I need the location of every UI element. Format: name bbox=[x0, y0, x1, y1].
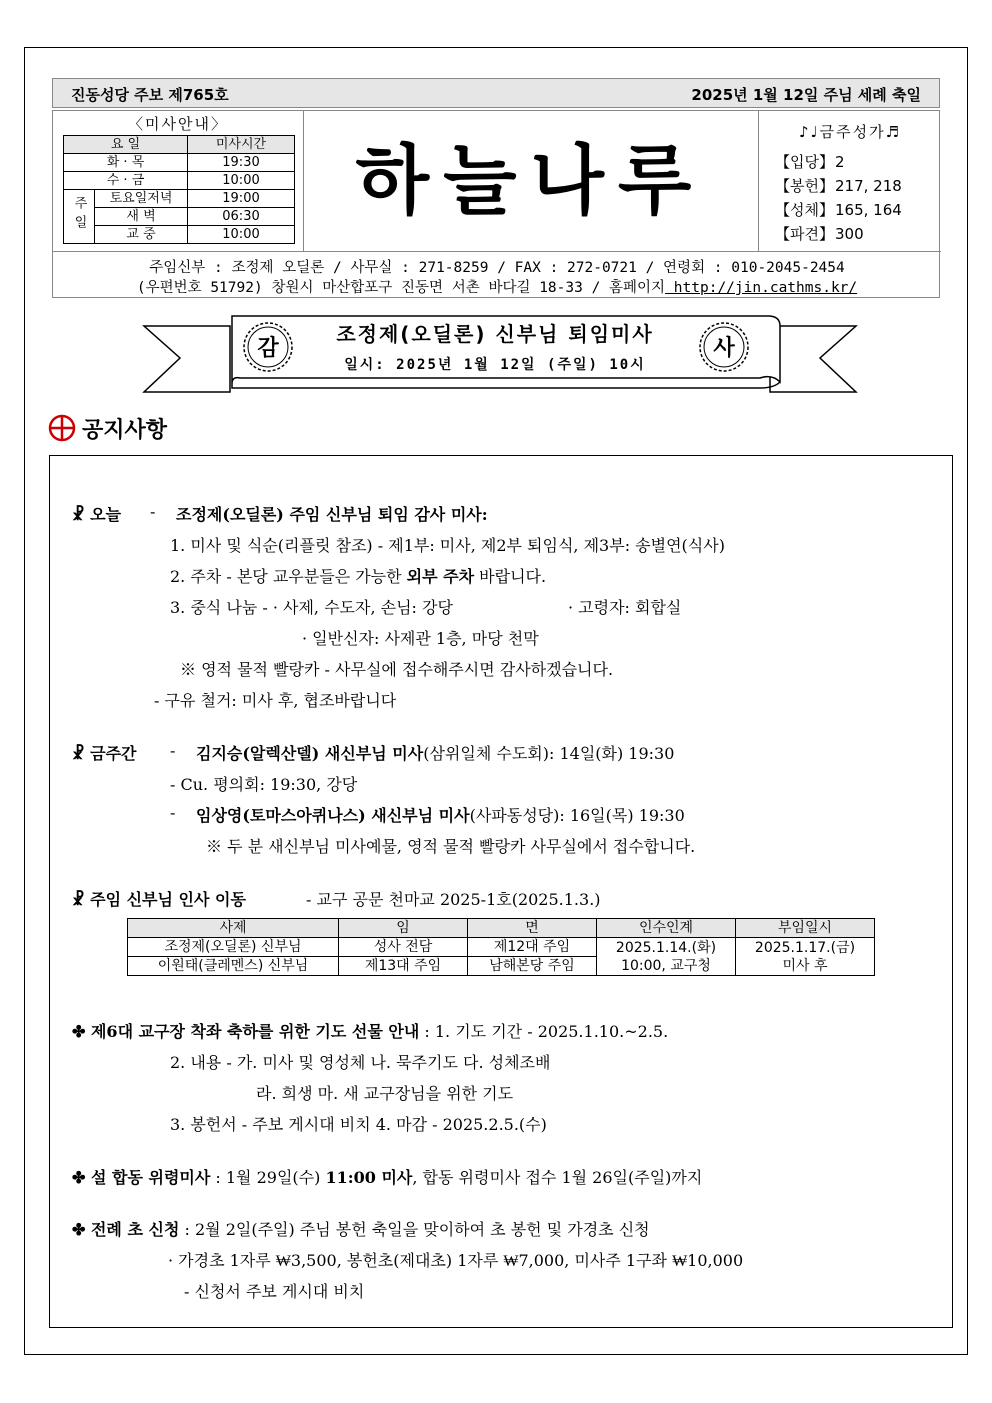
transfer-cell: 제13대 주임 bbox=[339, 957, 468, 976]
today-dash: - bbox=[150, 502, 156, 521]
prayer-item: 라. 희생 마. 새 교구장님을 위한 기도 bbox=[256, 1084, 514, 1103]
transfer-header: 사제 bbox=[128, 919, 339, 938]
week-dash: - bbox=[170, 741, 176, 760]
hymn-item: 【파견】300 bbox=[775, 225, 864, 243]
transfer-cell: 이원태(클레멘스) 신부님 bbox=[128, 957, 339, 976]
today-label: ☧ 오늘 bbox=[72, 505, 122, 524]
today-title: 조정제(오딜론) 주임 신부님 퇴임 감사 미사: bbox=[176, 505, 488, 524]
mass-schedule-title: 〈미사안내〉 bbox=[128, 115, 228, 133]
transfer-cell: 조정제(오딜론) 신부님 bbox=[128, 938, 339, 957]
prayer-item: 2. 내용 - 가. 미사 및 영성체 나. 묵주기도 다. 성체조배 bbox=[170, 1053, 551, 1072]
transfer-header: 부임일시 bbox=[736, 919, 875, 938]
mass-day: 수 · 금 bbox=[64, 172, 188, 190]
col-time: 미사시간 bbox=[188, 136, 295, 154]
transfer-cell: 남해본당 주임 bbox=[468, 957, 597, 976]
today-item: · 일반신자: 사제관 1층, 마당 천막 bbox=[302, 629, 539, 648]
mass-day: 화 · 목 bbox=[64, 154, 188, 172]
masthead bbox=[52, 110, 940, 298]
transfer-header: 임 bbox=[339, 919, 468, 938]
prayer-item: 3. 봉헌서 - 주보 게시대 비치 4. 마감 - 2025.2.5.(수) bbox=[170, 1115, 547, 1134]
bulletin-issue: 진동성당 주보 제765호 bbox=[71, 86, 229, 104]
mass-time: 06:30 bbox=[188, 208, 295, 226]
hymn-item: 【입당】2 bbox=[775, 153, 845, 171]
transfer-table bbox=[127, 918, 875, 976]
week-label: ☧ 금주간 bbox=[72, 744, 137, 763]
week-note: ※ 두 분 새신부님 미사예물, 영적 물적 빨랑카 사무실에서 접수합니다. bbox=[206, 837, 696, 856]
transfer-header: 면 bbox=[468, 919, 597, 938]
today-item: 3. 중식 나눔 - · 사제, 수도자, 손님: 강당 bbox=[170, 598, 453, 617]
candle-item: · 가경초 1자루 ₩3,500, 봉헌초(제대초) 1자루 ₩7,000, 미사주 1구좌 ₩10,000 bbox=[168, 1251, 744, 1270]
banner-seal-left: 감 bbox=[257, 336, 279, 361]
transfer-cell: 성사 전담 bbox=[339, 938, 468, 957]
bulletin-date: 2025년 1월 12일 주님 세례 축일 bbox=[691, 86, 921, 104]
transfer-header: 인수인계 bbox=[597, 919, 736, 938]
today-item: 2. 주차 - 본당 교우분들은 가능한 외부 주차 바랍니다. bbox=[170, 567, 547, 586]
homepage-link[interactable]: http://jin.cathms.kr/ bbox=[665, 280, 858, 296]
week-item: 김지승(알렉산델) 새신부님 미사(삼위일체 수도회): 14일(화) 19:30 bbox=[196, 744, 675, 763]
bulletin-header bbox=[52, 78, 940, 108]
banner-date: 일시: 2025년 1월 12일 (주일) 10시 bbox=[344, 357, 646, 373]
candle-notice: ✤ 전례 초 신청 : 2월 2일(주일) 주님 봉헌 축일을 맞이하여 초 봉헌 및 가경초 신청 bbox=[72, 1220, 650, 1239]
parish-contact: 주임신부 : 조정제 오딜론 / 사무실 : 271-8259 / FAX : 272-0721 / 연령회 : 010-2045-2454 bbox=[149, 260, 845, 276]
mass-day: 토요일저녁 bbox=[95, 190, 188, 208]
week-item: - Cu. 평의회: 19:30, 강당 bbox=[170, 775, 358, 794]
sunday-label: 주일 bbox=[64, 190, 95, 244]
transfer-note: - 교구 공문 천마교 2025-1호(2025.1.3.) bbox=[306, 890, 601, 909]
today-extra: - 구유 철거: 미사 후, 협조바랍니다 bbox=[154, 691, 397, 710]
mass-time: 10:00 bbox=[188, 172, 295, 190]
mass-schedule-table bbox=[63, 135, 295, 244]
week-dash: - bbox=[170, 803, 176, 822]
transfer-handover: 2025.1.14.(화) 10:00, 교구청 bbox=[597, 938, 736, 976]
notice-heading: 공지사항 bbox=[82, 418, 168, 443]
newyear-notice: ✤ 설 합동 위령미사 : 1월 29일(수) 11:00 미사, 합동 위령미사 접수 1월 26일(주일)까지 bbox=[72, 1168, 703, 1187]
transfer-label: ☧ 주임 신부님 인사 이동 bbox=[72, 890, 246, 909]
transfer-cell: 제12대 주임 bbox=[468, 938, 597, 957]
hymn-item: 【봉헌】217, 218 bbox=[775, 177, 902, 195]
mass-day: 교 중 bbox=[95, 226, 188, 244]
cross-circle-icon bbox=[48, 414, 76, 442]
bulletin-logo: 하늘나루 bbox=[355, 136, 706, 225]
banner-seal-right: 사 bbox=[713, 336, 735, 361]
today-item: · 고령자: 회합실 bbox=[568, 598, 682, 617]
parish-info bbox=[53, 251, 941, 299]
mass-time: 10:00 bbox=[188, 226, 295, 244]
transfer-arrival: 2025.1.17.(금) 미사 후 bbox=[736, 938, 875, 976]
banner-title: 조정제(오딜론) 신부님 퇴임미사 bbox=[336, 322, 654, 346]
prayer-notice: ✤ 제6대 교구장 착좌 축하를 위한 기도 선물 안내 : 1. 기도 기간 - 2025.1.10.~2.5. bbox=[72, 1022, 669, 1041]
col-day: 요 일 bbox=[64, 136, 188, 154]
mass-day: 새 벽 bbox=[95, 208, 188, 226]
parish-address: (우편번호 51792) 창원시 마산합포구 진동면 서촌 바다길 18-33 / 홈페이지 http://jin.cathms.kr/ bbox=[136, 280, 858, 296]
week-item: 임상영(토마스아퀴나스) 새신부님 미사(사파동성당): 16일(목) 19:30 bbox=[196, 806, 685, 825]
today-item: 1. 미사 및 식순(리플릿 참조) - 제1부: 미사, 제2부 퇴임식, 제3부: 송별연(식사) bbox=[170, 536, 725, 555]
mass-time: 19:30 bbox=[188, 154, 295, 172]
hymn-title: ♪♩금주성가♬ bbox=[798, 123, 902, 141]
today-note: ※ 영적 물적 빨랑카 - 사무실에 접수해주시면 감사하겠습니다. bbox=[180, 660, 614, 679]
hymn-list bbox=[758, 111, 941, 251]
hymn-item: 【성체】165, 164 bbox=[775, 201, 902, 219]
candle-item: - 신청서 주보 게시대 비치 bbox=[184, 1282, 365, 1301]
mass-schedule bbox=[53, 111, 304, 251]
mass-time: 19:00 bbox=[188, 190, 295, 208]
